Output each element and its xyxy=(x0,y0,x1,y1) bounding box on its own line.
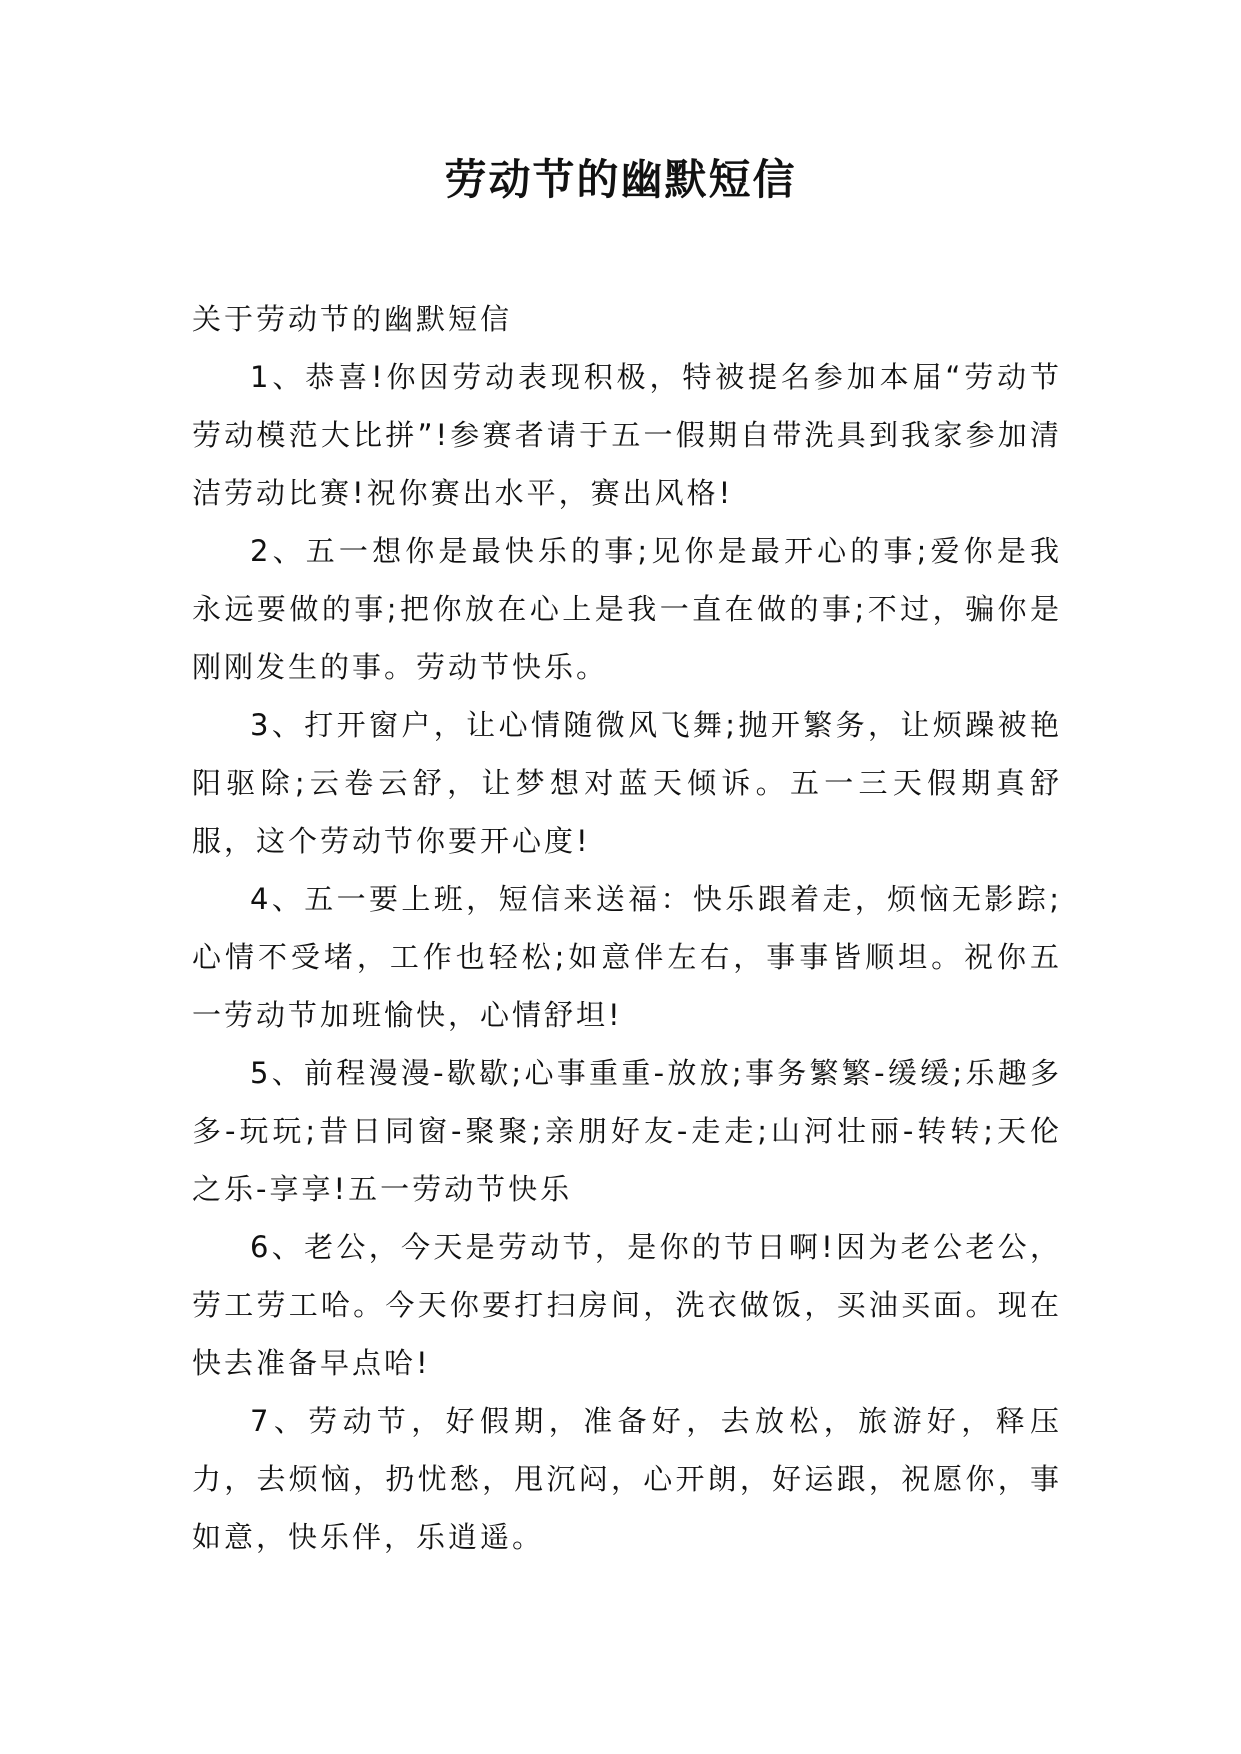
paragraph-5: 5、前程漫漫-歇歇;心事重重-放放;事务繁繁-缓缓;乐趣多多-玩玩;昔日同窗-聚聚;亲朋好友-走走;山河壮丽-转转;天伦之乐-享享!五一劳动节快乐 xyxy=(192,1056,1063,1206)
paragraph-2: 2、五一想你是最快乐的事;见你是最开心的事;爱你是我永远要做的事;把你放在心上是我一直在做的事;不过，骗你是刚刚发生的事。劳动节快乐。 xyxy=(192,534,1062,684)
document-body xyxy=(192,290,1062,1566)
paragraph-6: 6、老公，今天是劳动节，是你的节日啊!因为老公老公，劳工劳工哈。今天你要打扫房间，洗衣做饭，买油买面。现在快去准备早点哈! xyxy=(192,1230,1062,1380)
intro-line: 关于劳动节的幽默短信 xyxy=(192,302,513,336)
document-title: 劳动节的幽默短信 xyxy=(444,155,797,204)
paragraph-1: 1、恭喜!你因劳动表现积极，特被提名参加本届“劳动节劳动模范大比拼”!参赛者请于五一假期自带洗具到我家参加清洁劳动比赛!祝你赛出水平，赛出风格! xyxy=(192,360,1062,510)
paragraph-3: 3、打开窗户，让心情随微风飞舞;抛开繁务，让烦躁被艳阳驱除;云卷云舒，让梦想对蓝天倾诉。五一三天假期真舒服，这个劳动节你要开心度! xyxy=(192,708,1062,858)
paragraph-4: 4、五一要上班，短信来送福：快乐跟着走，烦恼无影踪;心情不受堵，工作也轻松;如意伴左右，事事皆顺坦。祝你五一劳动节加班愉快，心情舒坦! xyxy=(192,882,1062,1032)
paragraph-7: 7、劳动节，好假期，准备好，去放松，旅游好，释压力，去烦恼，扔忧愁，甩沉闷，心开朗，好运跟，祝愿你，事如意，快乐伴，乐逍遥。 xyxy=(192,1404,1062,1554)
